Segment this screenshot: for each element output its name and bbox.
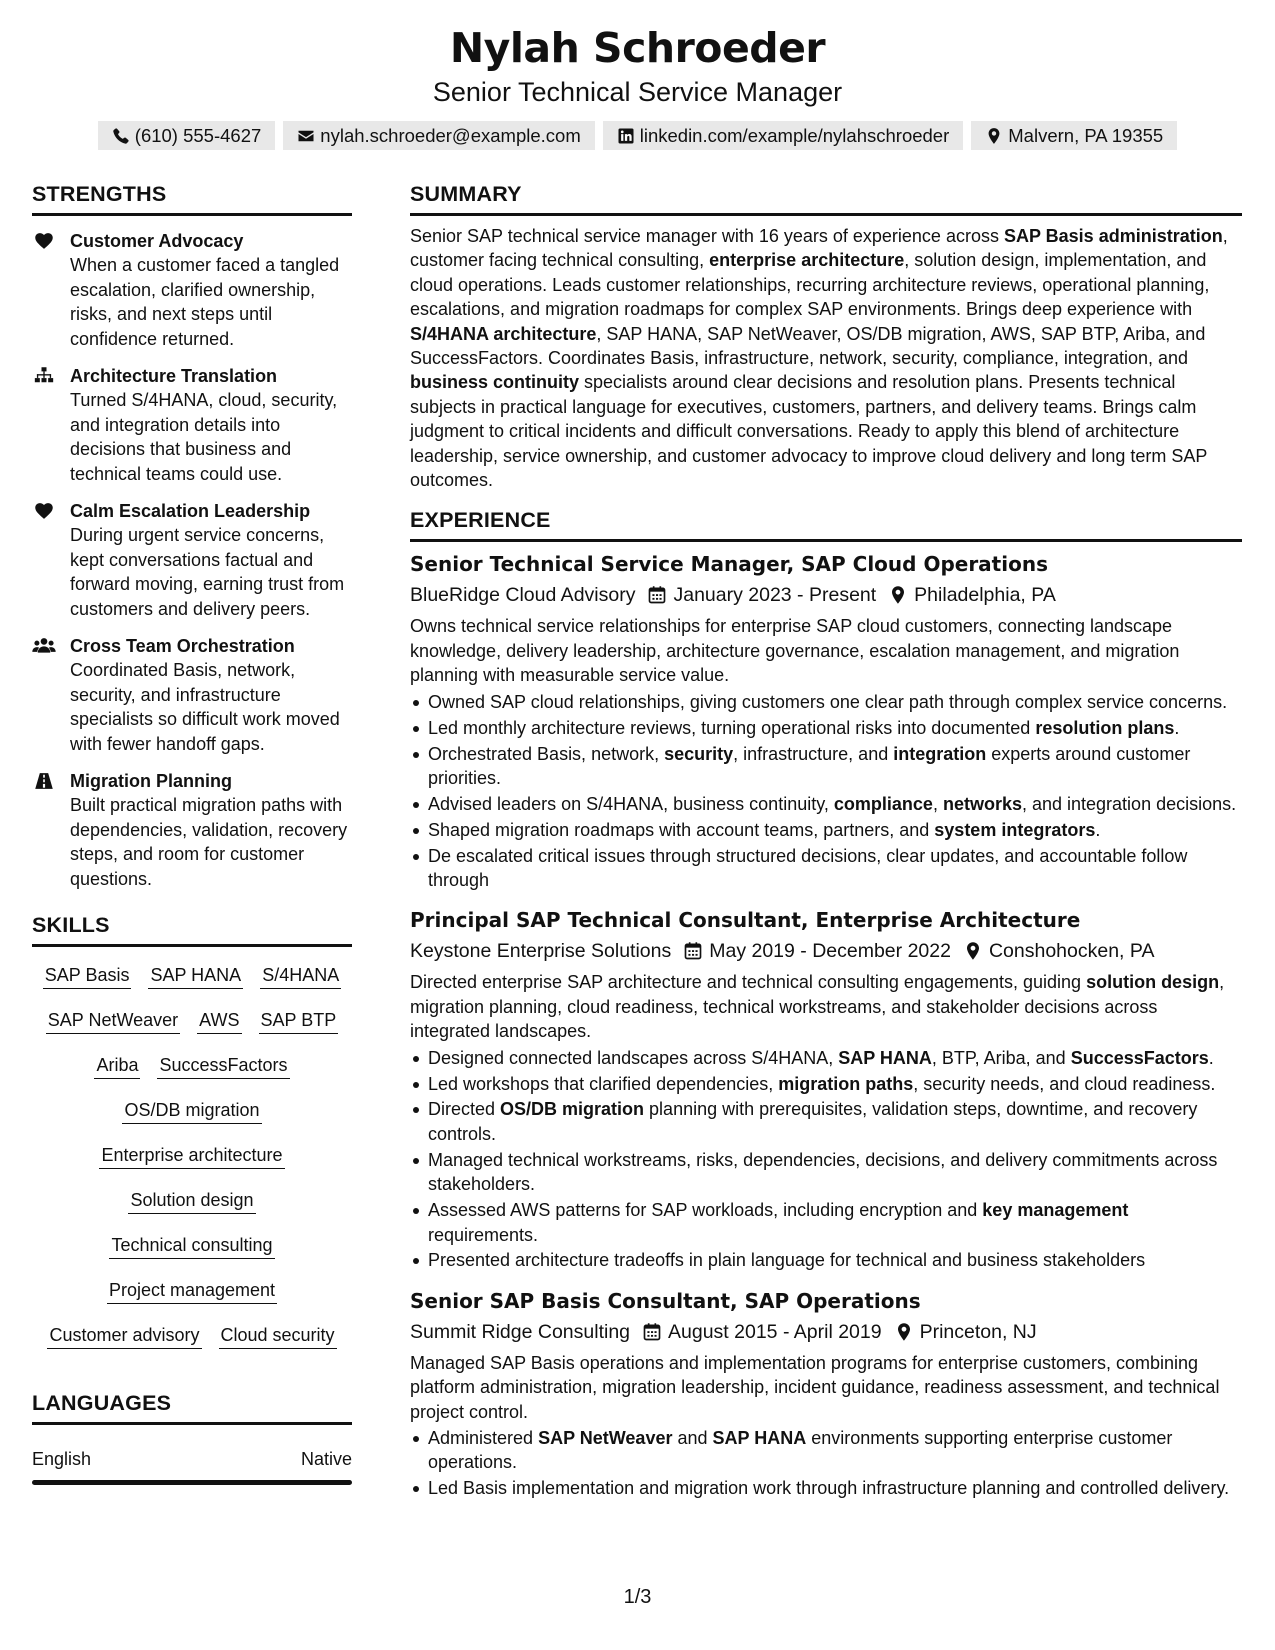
strength-description: When a customer faced a tangled escalation, clarified ownership, risks, and next steps until confidence returned.: [70, 255, 340, 349]
calendar-icon: [647, 585, 667, 605]
text-run: Owns technical service relationships for enterprise SAP cloud customers, connecting landscape knowledge, delivery leadership, architecture governance, escalation management, and migration planning with measurable service value.: [410, 616, 1180, 686]
text-run: , security needs, and cloud readiness.: [913, 1073, 1216, 1094]
job-bullet: [410, 844, 1242, 893]
text-run: , customer facing technical consulting,: [410, 226, 1228, 271]
job-bullet: [410, 690, 1242, 714]
right-column: [410, 180, 1242, 1501]
skill-tag: AWS: [197, 1009, 241, 1034]
users-icon: [32, 634, 56, 756]
calendar-icon: [683, 941, 703, 961]
text-run: De escalated critical issues through structured decisions, clear updates, and accountable follow through: [428, 845, 1188, 891]
contact-phone[interactable]: [98, 121, 276, 150]
emphasis-text: integration: [893, 743, 987, 764]
strength-item: [32, 499, 352, 621]
job-bullet: [410, 716, 1242, 740]
emphasis-text: solution design: [1086, 972, 1220, 993]
skills-list: [32, 964, 352, 1349]
emphasis-text: resolution plans: [1035, 717, 1175, 738]
job-dates: January 2023 - Present: [673, 584, 877, 607]
job-bullet: [410, 1072, 1242, 1096]
job-bullet: [410, 818, 1242, 842]
skill-tag: SuccessFactors: [157, 1054, 289, 1079]
strength-item: [32, 229, 352, 351]
language-level: Native: [300, 1449, 352, 1469]
text-run: , BTP, Ariba, and: [931, 1047, 1071, 1068]
skill-tag: Ariba: [94, 1054, 140, 1079]
emphasis-text: SAP NetWeaver: [538, 1428, 673, 1449]
text-run: environments supporting enterprise customer operations.: [428, 1428, 1173, 1473]
text-run: and: [672, 1428, 713, 1449]
languages-heading: LANGUAGES: [32, 1389, 352, 1425]
emphasis-text: SAP Basis administration: [1003, 226, 1223, 246]
job-description: [410, 970, 1242, 1043]
text-run: Led Basis implementation and migration work through infrastructure planning and controlled delivery.: [428, 1478, 1230, 1499]
sitemap-icon: [32, 364, 56, 486]
job-bullet: [410, 742, 1242, 791]
contact-linkedin-text: linkedin.com/example/nylahschroeder: [639, 124, 950, 146]
emphasis-text: SuccessFactors: [1070, 1047, 1209, 1068]
job-bullets: [410, 1046, 1242, 1273]
linkedin-icon: [617, 127, 635, 145]
contact-linkedin[interactable]: [603, 121, 964, 150]
job-bullet: [410, 1248, 1242, 1272]
job-description: [410, 614, 1242, 687]
strength-title: Migration Planning: [70, 771, 232, 791]
skill-tag: Enterprise architecture: [99, 1144, 284, 1169]
job-title: Senior SAP Basis Consultant, SAP Operations: [410, 1288, 921, 1313]
skill-tag: Project management: [107, 1279, 277, 1304]
map-pin-icon: [888, 585, 908, 605]
emphasis-text: migration paths: [778, 1073, 914, 1094]
text-run: , SAP HANA, SAP NetWeaver, OS/DB migration, AWS, SAP BTP, Ariba, and SuccessFactors. Coordinates Basis, infrastructure, network, security, compliance, integration, and: [410, 323, 1206, 369]
skill-tag: S/4HANA: [260, 964, 341, 989]
text-run: Presented architecture tradeoffs in plain language for technical and business stakeholders: [428, 1250, 1146, 1271]
job-title: Senior Technical Service Manager, SAP Cloud Operations: [410, 552, 1048, 577]
calendar-icon: [642, 1322, 662, 1342]
text-run: specialists around clear decisions and resolution plans. Presents technical subjects in practical language for executives, customers, partners, and delivery teams. Brings calm judgment to critical incidents and difficult conversations. Ready to apply this blend of architecture leadership, service ownership, and customer advocacy to improve cloud delivery and long term SAP outcomes.: [410, 372, 1208, 491]
job-entry: [410, 550, 1242, 892]
strength-title: Calm Escalation Leadership: [70, 501, 311, 521]
emphasis-text: enterprise architecture: [709, 250, 905, 271]
map-pin-icon: [985, 127, 1003, 145]
strength-description: During urgent service concerns, kept conversations factual and forward moving, earning trust from customers and delivery peers.: [70, 525, 345, 619]
text-run: ,: [932, 793, 943, 814]
strength-title: Cross Team Orchestration: [70, 636, 295, 656]
text-run: .: [1208, 1047, 1214, 1068]
text-run: , and integration decisions.: [1021, 793, 1237, 814]
emphasis-text: key management: [982, 1200, 1129, 1221]
strength-description: Built practical migration paths with dependencies, validation, recovery steps, and room for customer questions.: [70, 795, 348, 889]
job-bullet: [410, 792, 1242, 816]
skill-tag: SAP NetWeaver: [46, 1009, 180, 1034]
emphasis-text: compliance: [833, 793, 933, 814]
strength-description: Turned S/4HANA, cloud, security, and integration details into decisions that business and technical teams could use.: [70, 390, 338, 484]
text-run: Managed SAP Basis operations and implementation programs for enterprise customers, combining platform administration, migration leadership, incident guidance, readiness assessment, and technical project control.: [410, 1352, 1220, 1422]
text-run: Directed: [428, 1099, 501, 1120]
job-bullet: [410, 1198, 1242, 1247]
skill-tag: SAP HANA: [148, 964, 243, 989]
job-bullets: [410, 690, 1242, 893]
language-proficiency-bar: [32, 1480, 352, 1485]
text-run: Led monthly architecture reviews, turning operational risks into documented: [428, 717, 1036, 738]
job-bullet: [410, 1426, 1242, 1475]
skill-tag: Technical consulting: [109, 1234, 274, 1259]
left-column: [32, 180, 352, 1485]
skill-tag: Solution design: [128, 1189, 255, 1214]
language-row: [32, 1447, 352, 1471]
job-entry: [410, 906, 1242, 1272]
skill-tag: SAP BTP: [259, 1009, 339, 1034]
contact-phone-text: (610) 555-4627: [134, 124, 262, 146]
job-description: [410, 1351, 1242, 1424]
text-run: Shaped migration roadmaps with account teams, partners, and: [428, 819, 935, 840]
candidate-role: Senior Technical Service Manager: [432, 77, 843, 107]
text-run: experts around customer priorities.: [428, 743, 1191, 788]
emphasis-text: SAP HANA: [838, 1047, 932, 1068]
job-meta: [410, 937, 1242, 965]
job-meta: [410, 581, 1242, 609]
heart-icon: [32, 499, 56, 621]
text-run: , solution design, implementation, and cloud operations. Leads customer relationships, recurring architecture reviews, operational planning, escalations, and migration roadmaps for complex SAP environments. Brings deep experience with: [410, 250, 1210, 320]
text-run: Managed technical workstreams, risks, dependencies, decisions, and delivery commitments across stakeholders.: [428, 1149, 1218, 1195]
text-run: .: [1174, 717, 1180, 738]
job-meta: [410, 1318, 1242, 1346]
text-run: , infrastructure, and: [733, 743, 894, 764]
summary-heading: SUMMARY: [410, 180, 1242, 216]
text-run: , migration planning, cloud readiness, technical workstreams, and stakeholder decisions across integrated landscapes.: [410, 972, 1225, 1042]
map-pin-icon: [963, 941, 983, 961]
job-company: BlueRidge Cloud Advisory: [410, 584, 636, 607]
text-run: Led workshops that clarified dependencies,: [428, 1073, 779, 1094]
text-run: Assessed AWS patterns for SAP workloads, including encryption and: [428, 1200, 983, 1221]
skills-heading: SKILLS: [32, 911, 352, 947]
strength-item: [32, 364, 352, 486]
job-bullet: [410, 1148, 1242, 1197]
skill-tag: OS/DB migration: [122, 1099, 261, 1124]
emphasis-text: system integrators: [934, 819, 1096, 840]
job-company: Summit Ridge Consulting: [410, 1320, 631, 1343]
road-icon: [32, 769, 56, 891]
job-location: Philadelphia, PA: [914, 584, 1056, 607]
contact-email-text: nylah.schroeder@example.com: [320, 124, 581, 146]
text-run: Administered: [428, 1428, 539, 1449]
skill-tag: Cloud security: [219, 1324, 337, 1349]
text-run: Senior SAP technical service manager with 16 years of experience across: [410, 226, 1004, 246]
job-title: Principal SAP Technical Consultant, Enterprise Architecture: [410, 908, 1081, 933]
text-run: Advised leaders on S/4HANA, business continuity,: [428, 793, 834, 814]
strength-title: Customer Advocacy: [70, 231, 244, 251]
job-bullet: [410, 1046, 1242, 1070]
skill-tag: SAP Basis: [43, 964, 132, 989]
text-run: Directed enterprise SAP architecture and technical consulting engagements, guiding: [410, 972, 1087, 993]
envelope-icon: [297, 127, 315, 145]
heart-icon: [32, 229, 56, 351]
contact-bar: [0, 121, 1275, 150]
strength-title: Architecture Translation: [70, 366, 278, 386]
emphasis-text: business continuity: [410, 372, 580, 393]
contact-location: [971, 121, 1177, 150]
phone-icon: [112, 127, 130, 145]
resume-header: [0, 22, 1275, 150]
job-dates: May 2019 - December 2022: [709, 940, 951, 963]
strength-item: [32, 634, 352, 756]
job-entry: [410, 1287, 1242, 1501]
emphasis-text: SAP HANA: [712, 1428, 807, 1449]
contact-email[interactable]: [283, 121, 594, 150]
job-bullet: [410, 1476, 1242, 1500]
map-pin-icon: [894, 1322, 914, 1342]
emphasis-text: OS/DB migration: [500, 1099, 645, 1120]
text-run: requirements.: [428, 1224, 539, 1245]
text-run: .: [1095, 819, 1101, 840]
skill-tag: Customer advisory: [47, 1324, 201, 1349]
text-run: Owned SAP cloud relationships, giving customers one clear path through complex service concerns.: [428, 691, 1228, 712]
job-dates: August 2015 - April 2019: [668, 1320, 882, 1343]
experience-list: [410, 550, 1242, 1500]
text-run: Designed connected landscapes across S/4HANA,: [428, 1047, 839, 1068]
emphasis-text: S/4HANA architecture: [410, 323, 597, 344]
emphasis-text: security: [664, 743, 734, 764]
strength-item: [32, 769, 352, 891]
text-run: planning with prerequisites, validation steps, downtime, and recovery controls.: [428, 1099, 1198, 1144]
text-run: Orchestrated Basis, network,: [428, 743, 665, 764]
page-number: 1/3: [623, 1586, 652, 1608]
job-bullet: [410, 1097, 1242, 1146]
candidate-name: Nylah Schroeder: [449, 24, 826, 72]
strength-description: Coordinated Basis, network, security, and infrastructure specialists so difficult work moved with fewer handoff gaps.: [70, 660, 340, 754]
language-name: English: [32, 1449, 92, 1469]
strengths-heading: STRENGTHS: [32, 180, 352, 216]
job-location: Princeton, NJ: [919, 1320, 1037, 1343]
emphasis-text: networks: [942, 793, 1022, 814]
experience-heading: EXPERIENCE: [410, 506, 1242, 542]
contact-location-text: Malvern, PA 19355: [1008, 124, 1164, 146]
job-company: Keystone Enterprise Solutions: [410, 940, 672, 963]
summary-text: [410, 224, 1242, 492]
job-bullets: [410, 1426, 1242, 1501]
job-location: Conshohocken, PA: [988, 940, 1155, 963]
